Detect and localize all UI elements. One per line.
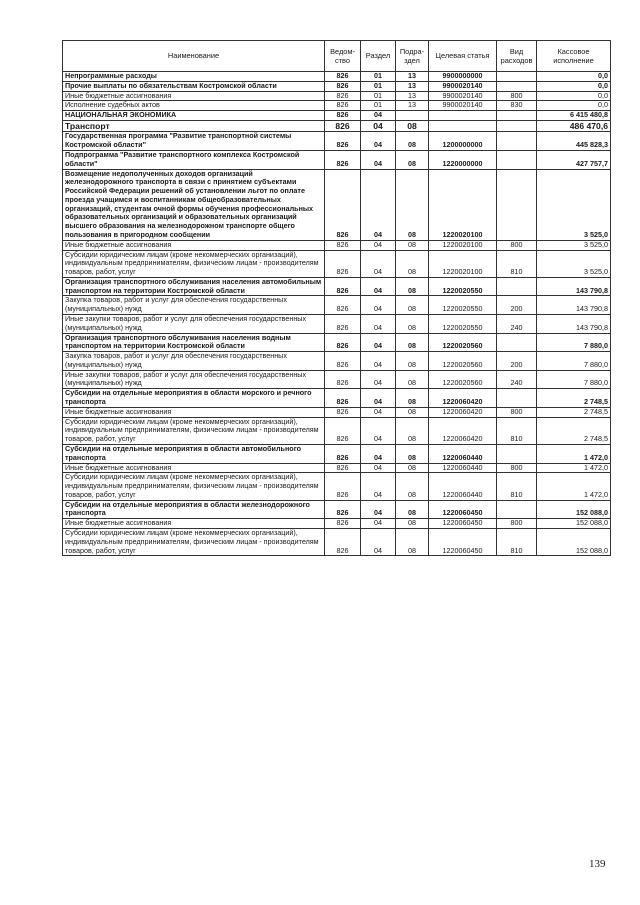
cell-subsection: 13: [396, 81, 429, 91]
cell-section: 04: [361, 315, 396, 334]
table-row: [63, 120, 611, 131]
cell-name: НАЦИОНАЛЬНАЯ ЭКОНОМИКА: [63, 111, 325, 121]
cell-section: 04: [361, 444, 396, 463]
cell-section: 04: [361, 169, 396, 240]
cell-cash-execution: 3 525,0: [537, 250, 611, 277]
cell-cash-execution: 2 748,5: [537, 389, 611, 408]
cell-name: Субсидии юридическим лицам (кроме некоммерческих организаций), индивидуальным предпринимателям, физическим лицам - производителям товаров, работ, услуг: [63, 473, 325, 500]
cell-expense-type: 810: [497, 473, 537, 500]
cell-target-item: 1220020560: [429, 370, 497, 389]
table-row: [63, 473, 611, 500]
table-row: [63, 389, 611, 408]
cell-name: Организация транспортного обслуживания населения автомобильным транспортом на территории Костромской области: [63, 277, 325, 296]
header-ministry: Ведом-ство: [325, 41, 361, 72]
cell-target-item: 1220060420: [429, 417, 497, 444]
cell-section: 04: [361, 296, 396, 315]
cell-expense-type: 800: [497, 463, 537, 473]
cell-name: Закупка товаров, работ и услуг для обеспечения государственных (муниципальных) нужд: [63, 296, 325, 315]
cell-subsection: 08: [396, 407, 429, 417]
cell-cash-execution: 7 880,0: [537, 352, 611, 371]
cell-ministry: 826: [325, 120, 361, 131]
table-row: [63, 169, 611, 240]
cell-ministry: 826: [325, 296, 361, 315]
table-row: [63, 500, 611, 519]
cell-target-item: [429, 111, 497, 121]
budget-table: [62, 40, 611, 556]
cell-target-item: 1220020100: [429, 240, 497, 250]
cell-cash-execution: 486 470,6: [537, 120, 611, 131]
cell-ministry: 826: [325, 81, 361, 91]
cell-section: 04: [361, 240, 396, 250]
cell-expense-type: [497, 333, 537, 352]
cell-subsection: 08: [396, 296, 429, 315]
cell-subsection: 08: [396, 417, 429, 444]
cell-section: 04: [361, 370, 396, 389]
table-row: [63, 528, 611, 555]
cell-expense-type: 810: [497, 417, 537, 444]
table-row: [63, 296, 611, 315]
cell-section: 01: [361, 81, 396, 91]
cell-target-item: 9900020140: [429, 101, 497, 111]
cell-name: Субсидии на отдельные мероприятия в области железнодорожного транспорта: [63, 500, 325, 519]
cell-cash-execution: 445 828,3: [537, 132, 611, 151]
table-row: [63, 81, 611, 91]
cell-name: Иные бюджетные ассигнования: [63, 240, 325, 250]
cell-ministry: 826: [325, 250, 361, 277]
cell-name: Прочие выплаты по обязательствам Костромской области: [63, 81, 325, 91]
cell-target-item: 9900020140: [429, 81, 497, 91]
cell-name: Возмещение недополученных доходов организаций железнодорожного транспорта в связи с принятием субъектами Российской Федерации решений об установлении льгот по оплате проезда учащимся и воспитанникам общеобразовательных организаций, студентам очной формы обучения профессиональных образовательных организаций и образовательных организаций высшего образования на железнодорожном транспорте общего пользования в пригородном сообщении: [63, 169, 325, 240]
cell-subsection: 08: [396, 277, 429, 296]
cell-cash-execution: 6 415 480,8: [537, 111, 611, 121]
cell-name: Иные бюджетные ассигнования: [63, 91, 325, 101]
cell-name: Подпрограмма "Развитие транспортного комплекса Костромской области": [63, 150, 325, 169]
cell-expense-type: 800: [497, 519, 537, 529]
cell-subsection: [396, 111, 429, 121]
table-row: [63, 370, 611, 389]
cell-subsection: 13: [396, 91, 429, 101]
cell-expense-type: 830: [497, 101, 537, 111]
cell-section: 04: [361, 389, 396, 408]
cell-name: Субсидии на отдельные мероприятия в области автомобильного транспорта: [63, 444, 325, 463]
cell-ministry: 826: [325, 473, 361, 500]
cell-section: 04: [361, 473, 396, 500]
cell-ministry: 826: [325, 528, 361, 555]
cell-cash-execution: 3 525,0: [537, 169, 611, 240]
header-subsection: Подра-здел: [396, 41, 429, 72]
cell-target-item: 1220020550: [429, 277, 497, 296]
cell-section: 04: [361, 120, 396, 131]
cell-cash-execution: 0,0: [537, 91, 611, 101]
table-row: [63, 72, 611, 82]
cell-expense-type: [497, 389, 537, 408]
cell-target-item: 1220060450: [429, 528, 497, 555]
cell-cash-execution: 152 088,0: [537, 528, 611, 555]
cell-target-item: 1220060440: [429, 444, 497, 463]
cell-target-item: 1220000000: [429, 150, 497, 169]
cell-target-item: 9900020140: [429, 91, 497, 101]
cell-target-item: 1220020100: [429, 250, 497, 277]
cell-target-item: 1220020560: [429, 333, 497, 352]
cell-section: 04: [361, 463, 396, 473]
cell-ministry: 826: [325, 389, 361, 408]
cell-section: 04: [361, 111, 396, 121]
cell-section: 04: [361, 277, 396, 296]
cell-section: 04: [361, 500, 396, 519]
cell-section: 04: [361, 333, 396, 352]
cell-name: Организация транспортного обслуживания населения водным транспортом на территории Костромской области: [63, 333, 325, 352]
table-row: [63, 333, 611, 352]
table-row: [63, 132, 611, 151]
cell-cash-execution: 152 088,0: [537, 519, 611, 529]
cell-expense-type: [497, 169, 537, 240]
table-row: [63, 250, 611, 277]
cell-cash-execution: 2 748,5: [537, 407, 611, 417]
cell-target-item: 1220020550: [429, 296, 497, 315]
cell-subsection: 08: [396, 463, 429, 473]
cell-subsection: 13: [396, 72, 429, 82]
cell-cash-execution: 0,0: [537, 72, 611, 82]
cell-section: 01: [361, 72, 396, 82]
cell-name: Закупка товаров, работ и услуг для обеспечения государственных (муниципальных) нужд: [63, 352, 325, 371]
cell-ministry: 826: [325, 352, 361, 371]
table-body: [63, 72, 611, 556]
cell-ministry: 826: [325, 463, 361, 473]
cell-section: 04: [361, 250, 396, 277]
cell-expense-type: [497, 277, 537, 296]
cell-target-item: 1220060420: [429, 389, 497, 408]
cell-expense-type: 240: [497, 370, 537, 389]
table-row: [63, 277, 611, 296]
cell-ministry: 826: [325, 500, 361, 519]
cell-name: Иные закупки товаров, работ и услуг для обеспечения государственных (муниципальных) нужд: [63, 370, 325, 389]
cell-target-item: 1220060450: [429, 500, 497, 519]
cell-name: Иные бюджетные ассигнования: [63, 407, 325, 417]
cell-expense-type: [497, 120, 537, 131]
cell-cash-execution: 143 790,8: [537, 315, 611, 334]
cell-subsection: 08: [396, 240, 429, 250]
cell-target-item: [429, 120, 497, 131]
cell-expense-type: [497, 81, 537, 91]
cell-name: Субсидии юридическим лицам (кроме некоммерческих организаций), индивидуальным предпринимателям, физическим лицам - производителям товаров, работ, услуг: [63, 250, 325, 277]
cell-section: 04: [361, 519, 396, 529]
cell-target-item: 9900000000: [429, 72, 497, 82]
cell-cash-execution: 1 472,0: [537, 473, 611, 500]
cell-ministry: 826: [325, 444, 361, 463]
cell-expense-type: 240: [497, 315, 537, 334]
cell-name: Исполнение судебных актов: [63, 101, 325, 111]
cell-ministry: 826: [325, 417, 361, 444]
cell-target-item: 1220020100: [429, 169, 497, 240]
cell-ministry: 826: [325, 240, 361, 250]
cell-name: Субсидии юридическим лицам (кроме некоммерческих организаций), индивидуальным предпринимателям, физическим лицам - производителям товаров, работ, услуг: [63, 417, 325, 444]
cell-expense-type: 200: [497, 352, 537, 371]
cell-cash-execution: 3 525,0: [537, 240, 611, 250]
cell-cash-execution: 143 790,8: [537, 296, 611, 315]
cell-expense-type: 810: [497, 250, 537, 277]
table-row: [63, 240, 611, 250]
header-expense-type: Вид расходов: [497, 41, 537, 72]
cell-name: Субсидии на отдельные мероприятия в области морского и речного транспорта: [63, 389, 325, 408]
table-row: [63, 111, 611, 121]
cell-ministry: 826: [325, 150, 361, 169]
cell-expense-type: 800: [497, 240, 537, 250]
cell-expense-type: [497, 111, 537, 121]
cell-subsection: 08: [396, 528, 429, 555]
cell-ministry: 826: [325, 101, 361, 111]
cell-name: Транспорт: [63, 120, 325, 131]
cell-ministry: 826: [325, 91, 361, 101]
cell-ministry: 826: [325, 333, 361, 352]
cell-subsection: 08: [396, 352, 429, 371]
cell-cash-execution: 1 472,0: [537, 444, 611, 463]
cell-subsection: 08: [396, 519, 429, 529]
cell-subsection: 08: [396, 150, 429, 169]
cell-ministry: 826: [325, 111, 361, 121]
cell-subsection: 08: [396, 389, 429, 408]
cell-expense-type: [497, 72, 537, 82]
cell-expense-type: 200: [497, 296, 537, 315]
cell-name: Иные бюджетные ассигнования: [63, 463, 325, 473]
table-row: [63, 407, 611, 417]
cell-cash-execution: 143 790,8: [537, 277, 611, 296]
cell-expense-type: [497, 150, 537, 169]
cell-ministry: 826: [325, 315, 361, 334]
cell-ministry: 826: [325, 277, 361, 296]
cell-expense-type: 800: [497, 91, 537, 101]
header-target-item: Целевая статья: [429, 41, 497, 72]
cell-subsection: 08: [396, 333, 429, 352]
cell-section: 04: [361, 132, 396, 151]
cell-ministry: 826: [325, 169, 361, 240]
cell-expense-type: [497, 500, 537, 519]
cell-name: Государственная программа "Развитие транспортной системы Костромской области": [63, 132, 325, 151]
cell-target-item: 1220020560: [429, 352, 497, 371]
header-name: Наименование: [63, 41, 325, 72]
cell-target-item: 1220060440: [429, 473, 497, 500]
cell-expense-type: 800: [497, 407, 537, 417]
cell-cash-execution: 7 880,0: [537, 333, 611, 352]
table-row: [63, 444, 611, 463]
cell-ministry: 826: [325, 72, 361, 82]
cell-target-item: 1220060450: [429, 519, 497, 529]
cell-expense-type: [497, 132, 537, 151]
table-row: [63, 315, 611, 334]
cell-name: Иные бюджетные ассигнования: [63, 519, 325, 529]
table-row: [63, 150, 611, 169]
cell-cash-execution: 0,0: [537, 101, 611, 111]
header-section: Раздел: [361, 41, 396, 72]
cell-ministry: 826: [325, 407, 361, 417]
cell-section: 04: [361, 528, 396, 555]
cell-target-item: 1220060440: [429, 463, 497, 473]
cell-subsection: 08: [396, 500, 429, 519]
table-header-row: [63, 41, 611, 72]
cell-subsection: 08: [396, 473, 429, 500]
table-row: [63, 417, 611, 444]
cell-subsection: 08: [396, 250, 429, 277]
cell-ministry: 826: [325, 370, 361, 389]
cell-subsection: 08: [396, 315, 429, 334]
cell-ministry: 826: [325, 132, 361, 151]
cell-subsection: 08: [396, 169, 429, 240]
header-cash-execution: Кассовое исполнение: [537, 41, 611, 72]
cell-cash-execution: 2 748,5: [537, 417, 611, 444]
cell-ministry: 826: [325, 519, 361, 529]
cell-target-item: 1220060420: [429, 407, 497, 417]
cell-subsection: 08: [396, 370, 429, 389]
cell-expense-type: [497, 444, 537, 463]
cell-name: Иные закупки товаров, работ и услуг для обеспечения государственных (муниципальных) нужд: [63, 315, 325, 334]
cell-target-item: 1220020550: [429, 315, 497, 334]
cell-name: Субсидии юридическим лицам (кроме некоммерческих организаций), индивидуальным предпринимателям, физическим лицам - производителям товаров, работ, услуг: [63, 528, 325, 555]
cell-section: 04: [361, 352, 396, 371]
cell-name: Непрограммные расходы: [63, 72, 325, 82]
cell-section: 04: [361, 150, 396, 169]
cell-expense-type: 810: [497, 528, 537, 555]
cell-target-item: 1200000000: [429, 132, 497, 151]
cell-section: 04: [361, 407, 396, 417]
cell-subsection: 13: [396, 101, 429, 111]
cell-subsection: 08: [396, 120, 429, 131]
cell-cash-execution: 0,0: [537, 81, 611, 91]
cell-section: 01: [361, 91, 396, 101]
cell-subsection: 08: [396, 444, 429, 463]
cell-section: 01: [361, 101, 396, 111]
cell-cash-execution: 1 472,0: [537, 463, 611, 473]
page-number: 139: [589, 858, 606, 870]
cell-cash-execution: 427 757,7: [537, 150, 611, 169]
cell-section: 04: [361, 417, 396, 444]
table-row: [63, 352, 611, 371]
cell-cash-execution: 152 088,0: [537, 500, 611, 519]
cell-subsection: 08: [396, 132, 429, 151]
cell-cash-execution: 7 880,0: [537, 370, 611, 389]
